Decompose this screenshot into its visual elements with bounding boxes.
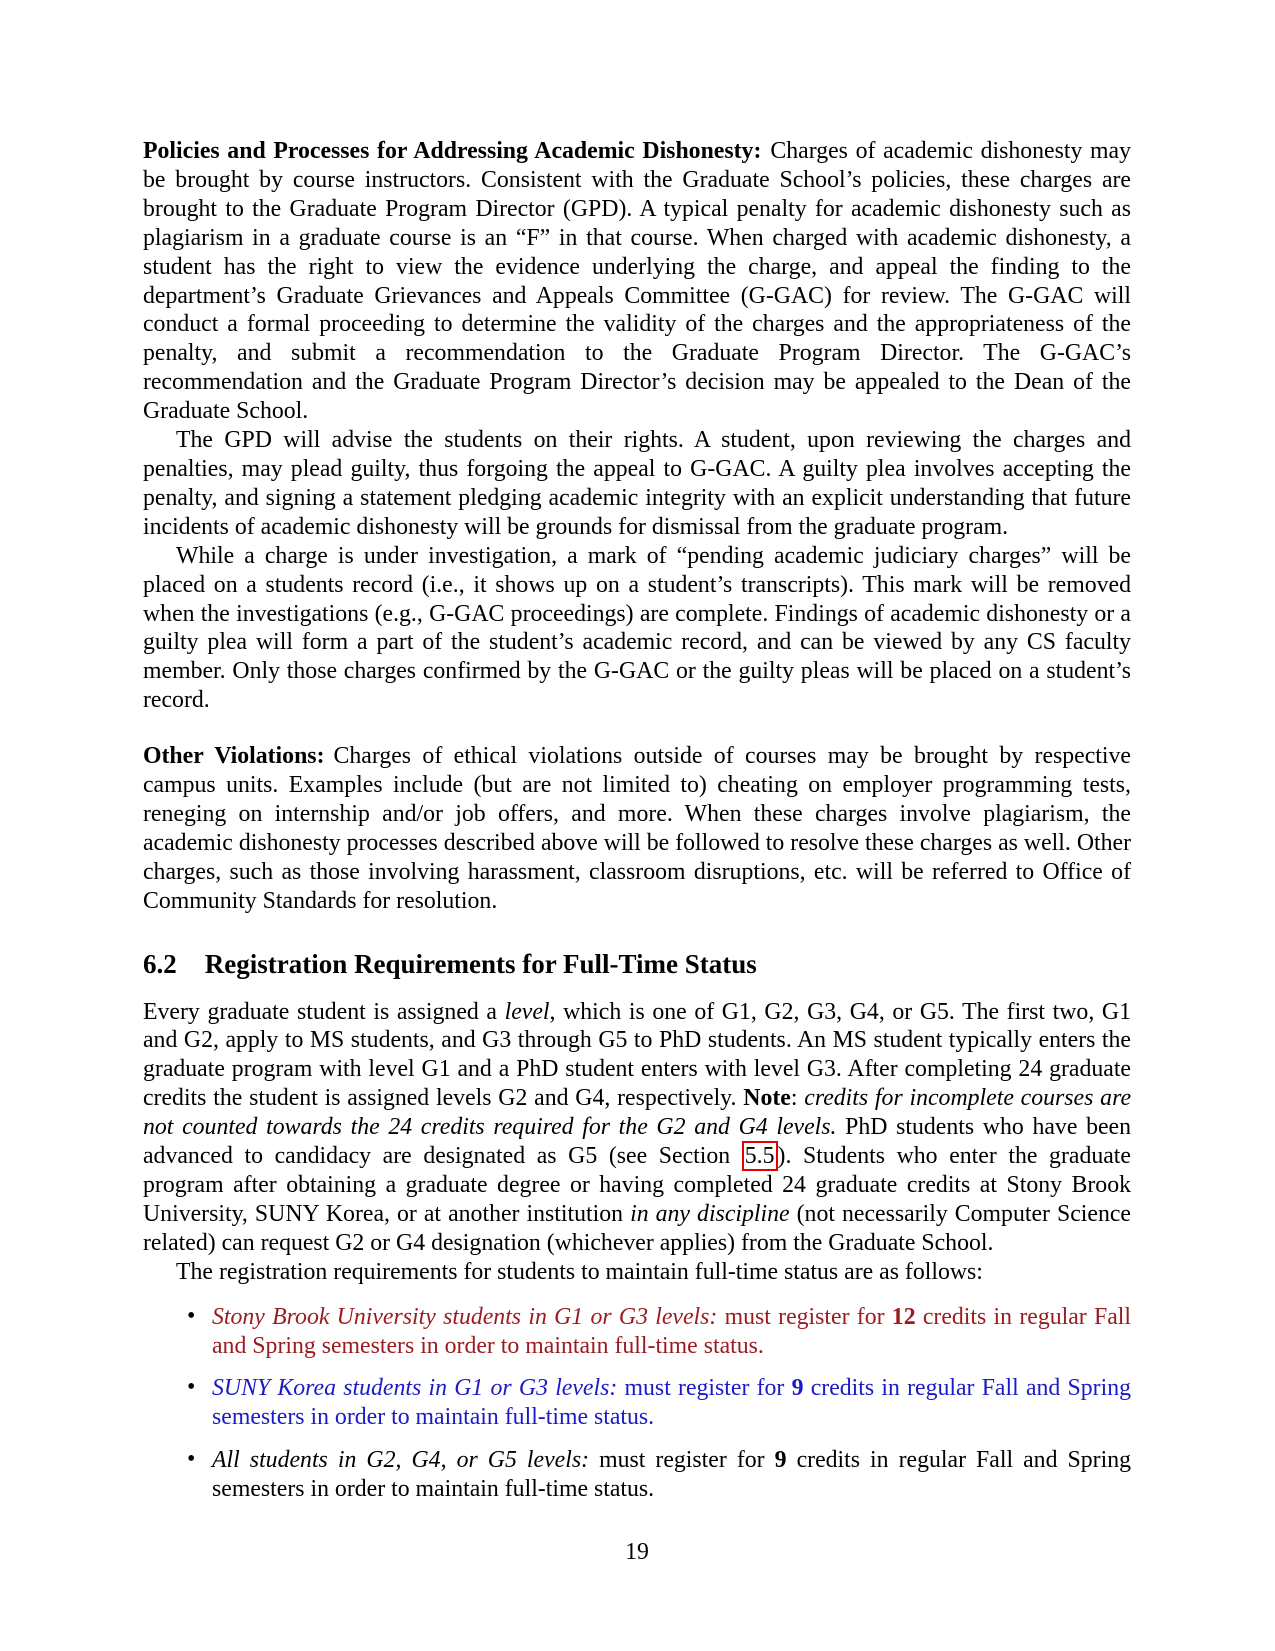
paragraph-levels (143, 998, 1131, 1258)
list-item-all-students (143, 1446, 1131, 1504)
page-number: 19 (625, 1539, 649, 1565)
sbu-item-lead: Stony Brook University students in G1 or G3 levels: (212, 1303, 718, 1330)
section-number: 6.2 (143, 948, 177, 979)
korea-item-credits: 9 (791, 1375, 804, 1402)
all-item-rest: credits in regular Fall and Spring semesters in order to maintain full-time status. (212, 1447, 1131, 1503)
bullet-icon: • (187, 1302, 196, 1329)
korea-item-lead: SUNY Korea students in G1 or G3 levels: (212, 1375, 618, 1402)
section-5-5-link[interactable]: 5.5 (742, 1141, 778, 1171)
paragraph-pending-charges (143, 542, 1131, 715)
bullet-icon: • (187, 1374, 196, 1401)
levels-note-italic: credits for incomplete courses are not counted towards the 24 credits required for the G2 and G4 levels. (143, 1085, 1132, 1141)
section-heading (143, 946, 1131, 982)
section-title: Registration Requirements for Full-Time Status (204, 948, 757, 979)
levels-run-6: (not necessarily Computer Science related) can request G2 or G4 designation (whichever applies) from the Graduate School. (143, 1200, 1131, 1256)
levels-run-5: ). Students who enter the graduate program after obtaining a graduate degree or having completed 24 graduate credits at Stony Brook University, SUNY Korea, or at another institution (143, 1143, 1131, 1227)
paragraph-pending-charges-text: While a charge is under investigation, a mark of “pending academic judiciary charges” will be placed on a students record (i.e., it shows up on a student’s transcripts). This mark will be removed when the investigations (e.g., G-GAC proceedings) are complete. Findings of academic dishonesty or a guilty plea will form a part of the student’s academic record, and can be viewed by any CS faculty member. Only those charges confirmed by the G-GAC or the guilty pleas will be placed on a student’s record. (143, 542, 1131, 714)
paragraph-label-academic-dishonesty: Policies and Processes for Addressing Academic Dishonesty: (143, 138, 762, 164)
list-item-suny-korea-students (143, 1374, 1131, 1432)
korea-item-mid: must register for (617, 1375, 792, 1402)
sbu-item-credits: 12 (891, 1303, 916, 1330)
bullet-icon: • (187, 1446, 196, 1473)
sbu-item-rest: credits in regular Fall and Spring semesters in order to maintain full-time status. (212, 1303, 1132, 1359)
text-block (143, 137, 1131, 1504)
list-item-sbu-students (143, 1303, 1131, 1361)
levels-run-1: Every graduate student is assigned a (143, 998, 505, 1025)
paragraph-academic-dishonesty (143, 137, 1131, 426)
paragraph-other-violations-text: Charges of ethical violations outside of courses may be brought by respective campus units. Examples include (but are not limited to) cheating on employer programming tests, reneging on internship and/or job offers, and more. When these charges involve plagiarism, the academic dishonesty processes described above will be followed to resolve these charges as well. Other charges, such as those involving harassment, classroom disruptions, etc. will be referred to Office of Community Standards for resolution. (143, 743, 1131, 914)
paragraph-registration-intro-text: The registration requirements for students to maintain full-time status are as follows: (176, 1258, 983, 1285)
sbu-item-mid: must register for (717, 1303, 892, 1330)
paragraph-gpd-advice (143, 426, 1131, 542)
levels-note-label: Note (743, 1085, 791, 1112)
all-item-mid: must register for (589, 1447, 775, 1474)
registration-requirements-list (143, 1303, 1131, 1504)
paragraph-academic-dishonesty-text: Charges of academic dishonesty may be brought by course instructors. Consistent with the Graduate School’s policies, these charges are brought to the Graduate Program Director (GPD). A typical penalty for academic dishonesty such as plagiarism in a graduate course is an “F” in that course. When charged with academic dishonesty, a student has the right to view the evidence underlying the charge, and appeal the finding to the department’s Graduate Grievances and Appeals Committee (G-GAC) for review. The G-GAC will conduct a formal proceeding to determine the validity of the charges and the appropriateness of the penalty, and submit a recommendation to the Graduate Program Director. The G-GAC’s recommendation and the Graduate Program Director’s decision may be appealed to the Dean of the Graduate School. (143, 138, 1131, 425)
all-item-credits: 9 (774, 1447, 787, 1474)
paragraph-registration-intro (143, 1258, 1131, 1287)
levels-run-4: PhD students who have been advanced to candidacy are designated as G5 (see Section (143, 1114, 1131, 1170)
paragraph-other-violations (143, 742, 1131, 915)
paragraph-gpd-advice-text: The GPD will advise the students on their rights. A student, upon reviewing the charges and penalties, may plead guilty, thus forgoing the appeal to G-GAC. A guilty plea involves accepting the penalty, and signing a statement pledging academic integrity with an explicit understanding that future incidents of academic dishonesty will be grounds for dismissal from the graduate program. (143, 427, 1131, 540)
all-item-lead: All students in G2, G4, or G5 levels: (212, 1447, 590, 1474)
paragraph-label-other-violations: Other Violations: (143, 743, 325, 770)
levels-any-discipline-italic: in any discipline (630, 1200, 790, 1227)
levels-run-2: , which is one of G1, G2, G3, G4, or G5. The first two, G1 and G2, apply to MS students, and G3 through G5 to PhD students. An MS student typically enters the graduate program with level G1 and a PhD student enters with level G3. After completing 24 graduate credits the student is assigned levels G2 and G4, respectively. (143, 998, 1131, 1112)
levels-run-3: : (790, 1085, 805, 1112)
levels-run-italic-level: level (504, 998, 550, 1025)
korea-item-rest: credits in regular Fall and Spring semesters in order to maintain full-time status. (212, 1375, 1131, 1431)
